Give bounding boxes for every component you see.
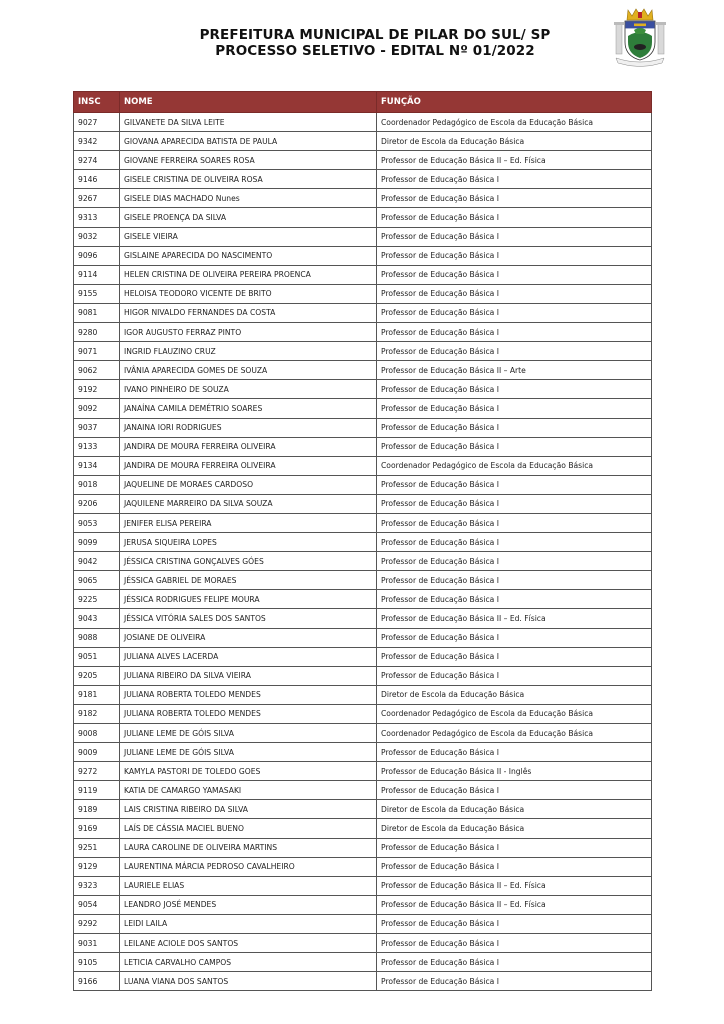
cell-nome: LAURENTINA MÁRCIA PEDROSO CAVALHEIRO (120, 857, 377, 876)
cell-nome: KAMYLA PASTORI DE TOLEDO GOES (120, 762, 377, 781)
table-row (74, 609, 652, 628)
table-row (74, 399, 652, 418)
table-row (74, 781, 652, 800)
cell-insc: 9081 (74, 303, 120, 322)
candidates-table (73, 91, 652, 991)
table-row (74, 494, 652, 513)
cell-funcao: Professor de Educação Básica I (377, 781, 652, 800)
cell-nome: JAQUILENE MARREIRO DA SILVA SOUZA (120, 494, 377, 513)
cell-insc: 9054 (74, 895, 120, 914)
table-row (74, 857, 652, 876)
cell-insc: 9323 (74, 876, 120, 895)
table-body (74, 113, 652, 991)
table-row (74, 151, 652, 170)
table-row (74, 934, 652, 953)
cell-nome: LEILANE ACIOLE DOS SANTOS (120, 934, 377, 953)
cell-funcao: Professor de Educação Básica I (377, 246, 652, 265)
table-row (74, 380, 652, 399)
table-row (74, 571, 652, 590)
table-row (74, 666, 652, 685)
cell-nome: HIGOR NIVALDO FERNANDES DA COSTA (120, 303, 377, 322)
cell-nome: JANDIRA DE MOURA FERREIRA OLIVEIRA (120, 437, 377, 456)
table-row (74, 323, 652, 342)
cell-nome: JULIANE LEME DE GÓIS SILVA (120, 724, 377, 743)
cell-insc: 9114 (74, 265, 120, 284)
cell-insc: 9032 (74, 227, 120, 246)
table-row (74, 284, 652, 303)
cell-nome: GISELE PROENÇA DA SILVA (120, 208, 377, 227)
cell-insc: 9018 (74, 475, 120, 494)
cell-insc: 9129 (74, 857, 120, 876)
cell-nome: LAÍS DE CÁSSIA MACIEL BUENO (120, 819, 377, 838)
table-row (74, 914, 652, 933)
table-row (74, 819, 652, 838)
table-row (74, 533, 652, 552)
cell-nome: JULIANA ALVES LACERDA (120, 647, 377, 666)
cell-nome: JANDIRA DE MOURA FERREIRA OLIVEIRA (120, 456, 377, 475)
cell-insc: 9292 (74, 914, 120, 933)
cell-insc: 9166 (74, 972, 120, 991)
table-row (74, 762, 652, 781)
cell-funcao: Coordenador Pedagógico de Escola da Educação Básica (377, 724, 652, 743)
cell-funcao: Professor de Educação Básica I (377, 628, 652, 647)
cell-funcao: Professor de Educação Básica I (377, 953, 652, 972)
cell-nome: JOSIANE DE OLIVEIRA (120, 628, 377, 647)
cell-funcao: Professor de Educação Básica I (377, 838, 652, 857)
cell-nome: GIOVANA APARECIDA BATISTA DE PAULA (120, 132, 377, 151)
table-row (74, 704, 652, 723)
cell-insc: 9192 (74, 380, 120, 399)
cell-insc: 9053 (74, 513, 120, 532)
cell-funcao: Professor de Educação Básica I (377, 934, 652, 953)
cell-funcao: Professor de Educação Básica II – Ed. Física (377, 876, 652, 895)
cell-funcao: Professor de Educação Básica II - Inglês (377, 762, 652, 781)
cell-funcao: Professor de Educação Básica I (377, 552, 652, 571)
cell-insc: 9027 (74, 113, 120, 132)
cell-insc: 9008 (74, 724, 120, 743)
cell-insc: 9251 (74, 838, 120, 857)
table-row (74, 456, 652, 475)
table-row (74, 876, 652, 895)
cell-funcao: Professor de Educação Básica I (377, 571, 652, 590)
table-row (74, 475, 652, 494)
column-header-insc: INSC (74, 92, 120, 113)
cell-insc: 9189 (74, 800, 120, 819)
cell-insc: 9105 (74, 953, 120, 972)
cell-insc: 9272 (74, 762, 120, 781)
cell-insc: 9096 (74, 246, 120, 265)
table-row (74, 361, 652, 380)
table-row (74, 743, 652, 762)
cell-nome: JANAINA IORI RODRIGUES (120, 418, 377, 437)
cell-funcao: Coordenador Pedagógico de Escola da Educação Básica (377, 456, 652, 475)
table-row (74, 647, 652, 666)
cell-funcao: Professor de Educação Básica II – Ed. Física (377, 151, 652, 170)
header-title-line2: PROCESSO SELETIVO - EDITAL Nº 01/2022 (215, 43, 535, 59)
cell-funcao: Professor de Educação Básica II – Ed. Física (377, 895, 652, 914)
cell-funcao: Diretor de Escola da Educação Básica (377, 800, 652, 819)
coat-of-arms-icon (612, 6, 668, 68)
cell-nome: LAIS CRISTINA RIBEIRO DA SILVA (120, 800, 377, 819)
table-header-row (74, 92, 652, 113)
cell-nome: JULIANA RIBEIRO DA SILVA VIEIRA (120, 666, 377, 685)
cell-nome: GISELE CRISTINA DE OLIVEIRA ROSA (120, 170, 377, 189)
table-row (74, 552, 652, 571)
cell-insc: 9009 (74, 743, 120, 762)
cell-nome: LEIDI LAILA (120, 914, 377, 933)
cell-funcao: Professor de Educação Básica I (377, 303, 652, 322)
cell-insc: 9267 (74, 189, 120, 208)
header-title-line1: PREFEITURA MUNICIPAL DE PILAR DO SUL/ SP (199, 27, 551, 43)
cell-insc: 9342 (74, 132, 120, 151)
table-row (74, 513, 652, 532)
cell-funcao: Professor de Educação Básica I (377, 857, 652, 876)
cell-funcao: Professor de Educação Básica I (377, 437, 652, 456)
table-row (74, 246, 652, 265)
table-row (74, 189, 652, 208)
column-header-nome: NOME (120, 92, 377, 113)
table-row (74, 895, 652, 914)
cell-insc: 9037 (74, 418, 120, 437)
table-row (74, 724, 652, 743)
table-row (74, 838, 652, 857)
cell-nome: JULIANA ROBERTA TOLEDO MENDES (120, 685, 377, 704)
table-row (74, 800, 652, 819)
cell-funcao: Professor de Educação Básica I (377, 284, 652, 303)
cell-insc: 9071 (74, 342, 120, 361)
cell-nome: IVANO PINHEIRO DE SOUZA (120, 380, 377, 399)
cell-funcao: Diretor de Escola da Educação Básica (377, 132, 652, 151)
table-row (74, 208, 652, 227)
cell-funcao: Professor de Educação Básica I (377, 513, 652, 532)
table-row (74, 685, 652, 704)
cell-insc: 9042 (74, 552, 120, 571)
table-row (74, 265, 652, 284)
cell-nome: INGRID FLAUZINO CRUZ (120, 342, 377, 361)
cell-insc: 9133 (74, 437, 120, 456)
cell-insc: 9169 (74, 819, 120, 838)
cell-nome: JÉSSICA RODRIGUES FELIPE MOURA (120, 590, 377, 609)
cell-insc: 9031 (74, 934, 120, 953)
cell-nome: LEANDRO JOSÉ MENDES (120, 895, 377, 914)
table-row (74, 170, 652, 189)
cell-funcao: Diretor de Escola da Educação Básica (377, 685, 652, 704)
cell-nome: JULIANA ROBERTA TOLEDO MENDES (120, 704, 377, 723)
cell-funcao: Professor de Educação Básica I (377, 475, 652, 494)
cell-nome: LUANA VIANA DOS SANTOS (120, 972, 377, 991)
cell-insc: 9182 (74, 704, 120, 723)
cell-nome: JAQUELINE DE MORAES CARDOSO (120, 475, 377, 494)
table-row (74, 418, 652, 437)
cell-funcao: Professor de Educação Básica I (377, 533, 652, 552)
cell-funcao: Professor de Educação Básica I (377, 914, 652, 933)
cell-insc: 9280 (74, 323, 120, 342)
cell-insc: 9205 (74, 666, 120, 685)
cell-nome: GISELE VIEIRA (120, 227, 377, 246)
table-row (74, 972, 652, 991)
cell-insc: 9099 (74, 533, 120, 552)
cell-funcao: Professor de Educação Básica I (377, 666, 652, 685)
cell-nome: JULIANE LEME DE GÓIS SILVA (120, 743, 377, 762)
cell-funcao: Professor de Educação Básica I (377, 227, 652, 246)
cell-nome: LAURIELE ELIAS (120, 876, 377, 895)
cell-nome: JENIFER ELISA PEREIRA (120, 513, 377, 532)
cell-nome: GISELE DIAS MACHADO Nunes (120, 189, 377, 208)
table-row (74, 628, 652, 647)
cell-funcao: Professor de Educação Básica I (377, 590, 652, 609)
table-row (74, 590, 652, 609)
cell-funcao: Professor de Educação Básica II – Arte (377, 361, 652, 380)
cell-funcao: Professor de Educação Básica I (377, 972, 652, 991)
table-row (74, 113, 652, 132)
cell-nome: JÉSSICA GABRIEL DE MORAES (120, 571, 377, 590)
cell-nome: IGOR AUGUSTO FERRAZ PINTO (120, 323, 377, 342)
cell-funcao: Coordenador Pedagógico de Escola da Educação Básica (377, 113, 652, 132)
cell-funcao: Professor de Educação Básica II – Ed. Física (377, 609, 652, 628)
cell-insc: 9146 (74, 170, 120, 189)
cell-nome: JÉSSICA VITÓRIA SALES DOS SANTOS (120, 609, 377, 628)
cell-insc: 9225 (74, 590, 120, 609)
cell-funcao: Diretor de Escola da Educação Básica (377, 819, 652, 838)
cell-insc: 9092 (74, 399, 120, 418)
cell-funcao: Professor de Educação Básica I (377, 323, 652, 342)
table-row (74, 953, 652, 972)
cell-insc: 9181 (74, 685, 120, 704)
table-row (74, 303, 652, 322)
table-row (74, 342, 652, 361)
cell-insc: 9313 (74, 208, 120, 227)
cell-funcao: Professor de Educação Básica I (377, 189, 652, 208)
cell-insc: 9155 (74, 284, 120, 303)
cell-insc: 9088 (74, 628, 120, 647)
cell-nome: JANAÍNA CAMILA DEMÉTRIO SOARES (120, 399, 377, 418)
cell-insc: 9206 (74, 494, 120, 513)
cell-nome: KATIA DE CAMARGO YAMASAKI (120, 781, 377, 800)
cell-funcao: Professor de Educação Básica I (377, 399, 652, 418)
table-row (74, 132, 652, 151)
cell-nome: GIOVANE FERREIRA SOARES ROSA (120, 151, 377, 170)
cell-funcao: Professor de Educação Básica I (377, 342, 652, 361)
cell-funcao: Professor de Educação Básica I (377, 494, 652, 513)
cell-nome: LAURA CAROLINE DE OLIVEIRA MARTINS (120, 838, 377, 857)
cell-nome: HELOISA TEODORO VICENTE DE BRITO (120, 284, 377, 303)
cell-insc: 9051 (74, 647, 120, 666)
cell-insc: 9274 (74, 151, 120, 170)
cell-nome: GILVANETE DA SILVA LEITE (120, 113, 377, 132)
cell-funcao: Professor de Educação Básica I (377, 265, 652, 284)
cell-nome: LETICIA CARVALHO CAMPOS (120, 953, 377, 972)
cell-nome: IVÂNIA APARECIDA GOMES DE SOUZA (120, 361, 377, 380)
table-row (74, 437, 652, 456)
cell-nome: JÉSSICA CRISTINA GONÇALVES GÓES (120, 552, 377, 571)
cell-funcao: Professor de Educação Básica I (377, 380, 652, 399)
document-header (150, 27, 600, 59)
cell-nome: GISLAINE APARECIDA DO NASCIMENTO (120, 246, 377, 265)
cell-funcao: Professor de Educação Básica I (377, 208, 652, 227)
cell-funcao: Professor de Educação Básica I (377, 743, 652, 762)
cell-insc: 9043 (74, 609, 120, 628)
cell-nome: HELEN CRISTINA DE OLIVEIRA PEREIRA PROENCA (120, 265, 377, 284)
column-header-funcao: FUNÇÃO (377, 92, 652, 113)
table-row (74, 227, 652, 246)
cell-funcao: Professor de Educação Básica I (377, 418, 652, 437)
cell-funcao: Professor de Educação Básica I (377, 647, 652, 666)
cell-insc: 9134 (74, 456, 120, 475)
cell-funcao: Coordenador Pedagógico de Escola da Educação Básica (377, 704, 652, 723)
cell-funcao: Professor de Educação Básica I (377, 170, 652, 189)
cell-insc: 9065 (74, 571, 120, 590)
cell-insc: 9062 (74, 361, 120, 380)
cell-insc: 9119 (74, 781, 120, 800)
cell-nome: JERUSA SIQUEIRA LOPES (120, 533, 377, 552)
